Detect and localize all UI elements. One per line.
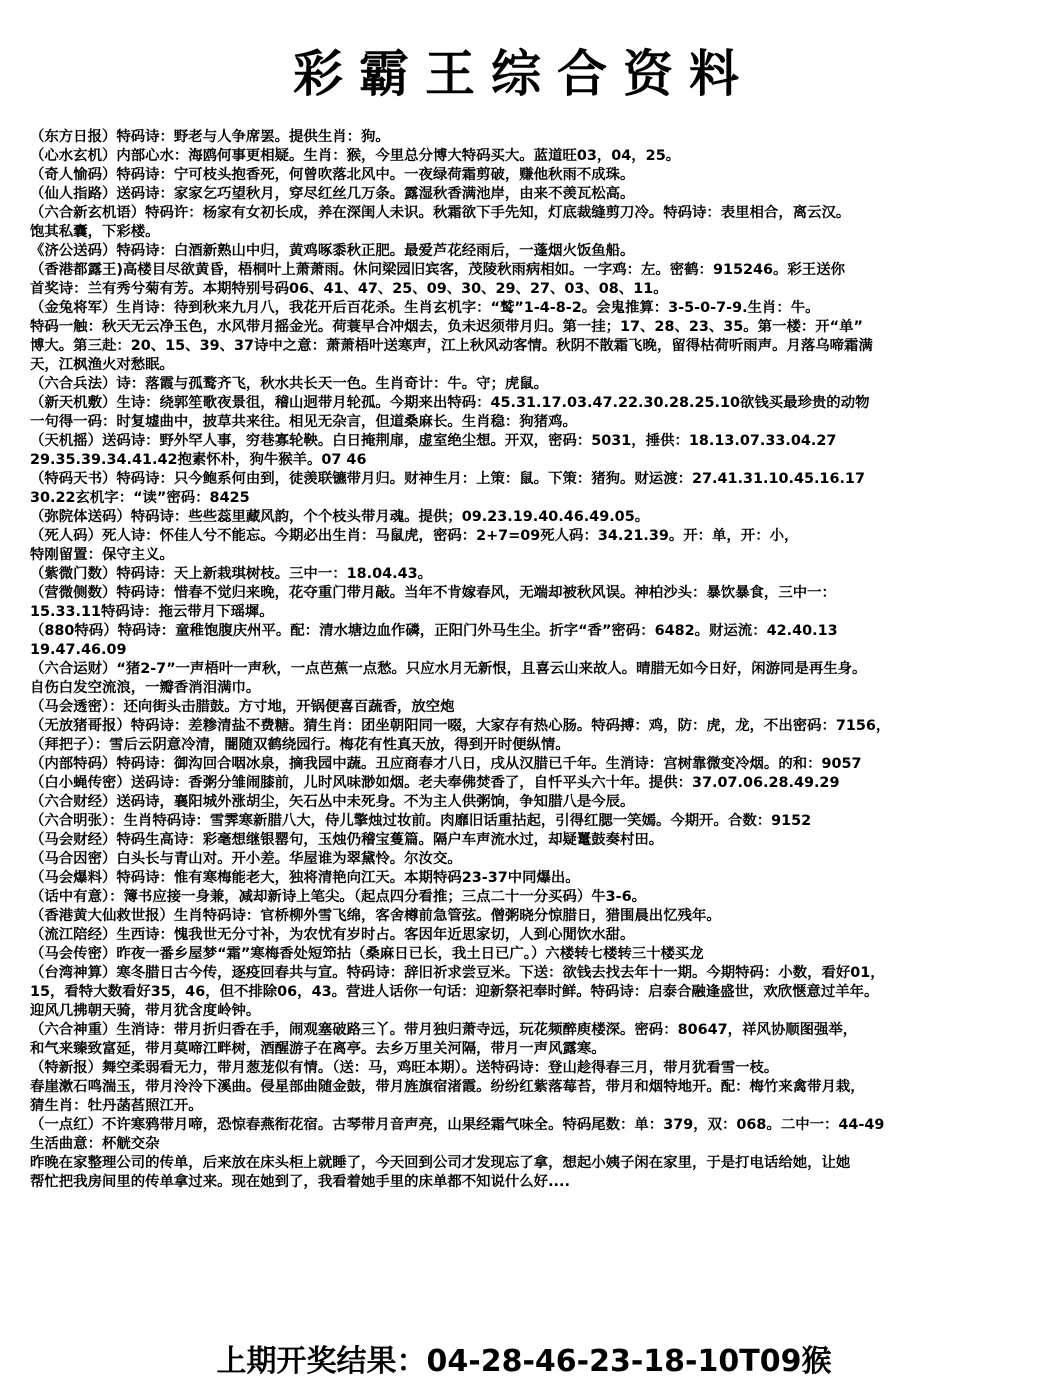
text-line: （特新报）舞空柔弱看无力，带月葱茏似有情。（送：马，鸡旺本期）。送特码诗：登山趁得春三月，带月犹看雪一枝。 [30, 1060, 779, 1076]
text-line: 昨晚在家整理公司的传单，后来放在床头柜上就睡了，今天回到公司才发现忘了拿，想起小姨子闲在家里，于是打电话给她，让她 [30, 1155, 851, 1171]
text-line: （六合新玄机语）特码许：杨家有女初长成，养在深闺人未识。秋霜欲下手先知，灯底裁缝剪刀冷。特码诗：表里相合，离云汉。 [30, 205, 851, 221]
text-line: （马合因密）白头长与青山对。开小差。华屋谁为翠黛怜。尔汝交。 [30, 851, 462, 867]
text-line: （特码天书）特码诗：只今鲍系何由到，徒羡联镳带月归。财神生月：上策：鼠。下策：猪狗。财运渡：27.41.31.10.45.16.17 [30, 471, 865, 487]
text-line: （话中有意）：簿书应接一身兼，减却新诗上笔尖。（起点四分看推；三点二十一分买码）牛3-6。 [30, 889, 647, 905]
text-line: （台湾神算）寒冬腊日古今传，逐疫回春共与宣。特码诗：辞旧祈求尝豆米。下送：欲钱去找去年十一期。今期特码：小数，看好01， [30, 965, 885, 981]
text-line: （流江陪经）生西诗：愧我世无分寸补，为农忧有岁时占。客因年近思家切，人到心閒饮水甜。 [30, 927, 635, 943]
text-line: （六合财经）送码诗，襄阳城外涨胡尘，矢石丛中未死身。不为主人供粥饷，争知腊八是今辰。 [30, 794, 635, 810]
text-line: 19.47.46.09 [30, 642, 127, 658]
text-line: 15，看特大数看好35，46，但不排除06，43。营进人话你一句话：迎新祭祀奉时鲜。特码诗：启泰合融逢盛世，欢欣惬意过羊年。 [30, 984, 879, 1000]
text-line: （东方日报）特码诗：野老与人争席罢。提供生肖：狗。 [30, 129, 390, 145]
text-line: （拜把子）：雪后云阴意冷清，闇随双鹤绕园行。梅花有性真天放，得到开时便纵情。 [30, 737, 570, 753]
text-line: （新天机敷）生诗：绕郭笙歌夜景徂，稽山迥带月轮孤。今期来出特码：45.31.17.03.47.22.30.28.25.10欲钱买最珍贵的动物 [30, 395, 870, 411]
text-line: （白小蝇传密）送码诗：香粥分雏闹膝前，儿时风味渺如烟。老夫奉佛焚香了，自忏平头六十年。提供：37.07.06.28.49.29 [30, 775, 840, 791]
text-line: （无放猪哥报）特码诗：差糁清盐不费糖。猜生肖：团坐朝阳同一啜，大家存有热心肠。特码搏：鸡，防：虎，龙，不出密码：7156， [30, 718, 891, 734]
text-line: 猜生肖：牡丹菡萏照江开。 [30, 1098, 203, 1114]
text-line: （金兔将军）生肖诗：待到秋来九月八，我花开后百花杀。生肖玄机字：“鹫”1-4-8-2。会鬼推算：3-5-0-7-9.生肖：牛。 [30, 300, 820, 316]
text-line: （马会传密）昨夜一番乡屋梦“霜”寒梅香处短笻拈（桑麻日已长，我土日已广。）六楼转七楼转三十楼买龙 [30, 946, 704, 962]
text-line: （马会爆料）特码诗：惟有寒梅能老大，独将清艳向江天。本期特码23-37中同爆出。 [30, 870, 580, 886]
text-line: 29.35.39.34.41.42抱素怀朴，狗牛猴羊。07 46 [30, 452, 367, 468]
text-line: 15.33.11特码诗：拖云带月下瑶墀。 [30, 604, 274, 620]
text-line: （香港都露王)高楼目尽欲黄昏，梧桐叶上萧萧雨。休问梁园旧宾客，茂陵秋雨病相如。一字鸡：左。密鹤：915246。彩王送你 [30, 262, 845, 278]
text-line: 30.22玄机字：“读”密码：8425 [30, 490, 250, 506]
text-line: 和气来臻致富延，带月莫啼江畔树，酒醒游子在离亭。去乡万里关河隔，带月一声风露寒。 [30, 1041, 606, 1057]
text-line: （营微侧数）特码诗：惜春不觉归来晚，花夺重门带月敲。当年不肯嫁春风，无端却被秋风误。神柏沙头：暴饮暴食，三中一： [30, 585, 836, 601]
text-line: 特刚留置：保守主义。 [30, 547, 174, 563]
text-line: 一句得一码：时复墟曲中，披草共来往。相见无杂言，但道桑麻长。生肖稳：狗猪鸡。 [30, 414, 577, 430]
text-line: 生活曲意：杯觥交杂 [30, 1136, 160, 1152]
text-line: （880特码）特码诗：童稚饱腹庆州平。配：清水塘边血作磷，正阳门外马生尘。折字“香”密码：6482。财运流：42.40.13 [30, 623, 838, 639]
text-line: （香港黄大仙救世报）生肖特码诗：官桥柳外雪飞绵，客舍樽前急管弦。僧粥晓分惊腊日，猎围晨出忆残年。 [30, 908, 721, 924]
text-line: （紫微门数）特码诗：天上新栽琪树枝。三中一：18.04.43。 [30, 566, 432, 582]
text-line: （弥院体送码）特码诗：些些蕊里藏风韵，个个枝头带月魂。提供；09.23.19.40.46.49.05。 [30, 509, 650, 525]
text-line: （天机摇）送码诗：野外罕人事，穷巷寡轮鞅。白日掩荆扉，虚室绝尘想。开双，密码：5031，捶供：18.13.07.33.04.27 [30, 433, 837, 449]
text-line: 首奖诗：兰有秀兮菊有芳。本期特别号码06、41、47、25、09、30、29、27、03、08、11。 [30, 281, 668, 297]
text-line: 迎风几拂朝天骑，带月犹含度岭钟。 [30, 1003, 261, 1019]
text-line: 自伤白发空流浪，一瓣香消泪满巾。 [30, 680, 261, 696]
text-line: （奇人愉码）特码诗：宁可枝头抱香死，何曾吹落北风中。一夜绿荷霜剪破，赚他秋雨不成珠。 [30, 167, 635, 183]
text-line: 天，江枫渔火对愁眠。 [30, 357, 174, 373]
page-title: 彩霸王综合资料 [293, 44, 755, 103]
last-draw-result: 上期开奖结果：04-28-46-23-18-10T09猴 [216, 1344, 832, 1379]
text-line: 春崖漱石鸣湍玉，带月泠泠下溪曲。侵星部曲随金鼓，带月旌旗宿渚霞。纷纷红紫落莓苔，带月和烟特地开。配：梅竹来禽带月栽， [30, 1079, 865, 1095]
text-line: （仙人指路）送码诗：家家乞巧望秋月，穿尽红丝几万条。露湿秋香满池岸，由来不羡瓦松高。 [30, 186, 635, 202]
text-line: 饱其私囊，下彩楼。 [30, 224, 160, 240]
text-line: （马会透密）：还向街头击腊鼓。方寸地，开锅便喜百蔬香，放空炮 [30, 699, 455, 715]
text-line: 博大。第三赴：20、15、39、37诗中之意：萧萧梧叶送寒声，江上秋风动客情。秋阴不散霜飞晚，留得枯荷听雨声。月落乌啼霜满 [30, 338, 873, 354]
text-line: （马会财经）特码生高诗：彩毫想继银罂句，玉烛仍稽宝蒦篇。隔户车声流水过，却疑鼍鼓奏村田。 [30, 832, 664, 848]
content-body [30, 128, 1048, 1192]
text-line: 《济公送码）特码诗：白酒新熟山中归，黄鸡啄黍秋正肥。最爱芦花经雨后，一蓬烟火饭鱼船。 [30, 243, 635, 259]
text-line: 特码一触：秋天无云净玉色，水风带月摇金光。荷蓑早合冲烟去，负未迟须带月归。第一挂；17、28、23、35。第一楼：开“单” [30, 319, 863, 335]
text-line: （心水玄机）内部心水：海鸥何事更相疑。生肖：猴，今里总分博大特码买大。蓝道旺03，04，25。 [30, 148, 681, 164]
text-line: （六合明张）：生肖特码诗：雪霁寒新腊八大，侍儿擎烛过妆前。肉靡旧话重拈起，引得红腮一笑嫣。今期开。合数：9152 [30, 813, 812, 829]
text-line: （六合兵法）诗：落霞与孤鹜齐飞，秋水共长天一色。生肖奇计：牛。守；虎鼠。 [30, 376, 549, 392]
text-line: （六合神重）生消诗：带月折归香在手，闹观塞破路三丫。带月独归萧寺远，玩花频醉庾楼深。密码：80647，祥风协顺图强举， [30, 1022, 858, 1038]
text-line: （死人码）死人诗：怀佳人兮不能忘。今期必出生肖：马鼠虎，密码：2+7=09死人码：34.21.39。开：单，开：小， [30, 528, 799, 544]
text-line: （一点红）不许寒鸦带月啼，恐惊春燕衔花宿。古琴带月音声亮，山果经霜气味全。特码尾数：单：379，双：068。二中一：44-49 [30, 1117, 885, 1133]
text-line: （六合运财）“猪2-7”一声梧叶一声秋，一点芭蕉一点愁。只应水月无新恨，且喜云山来故人。晴腊无如今日好，闲游同是再生身。 [30, 661, 867, 677]
text-line: （内部特码）特码诗：御沟回合咽冰泉，摘我园中蔬。丑应商春才八日，戌从汉腊已千年。生消诗：宫树靠微变冷烟。的和：9057 [30, 756, 862, 772]
text-line: 帮忙把我房间里的传单拿过来。现在她到了，我看着她手里的床单都不知说什么好.... [30, 1174, 570, 1190]
